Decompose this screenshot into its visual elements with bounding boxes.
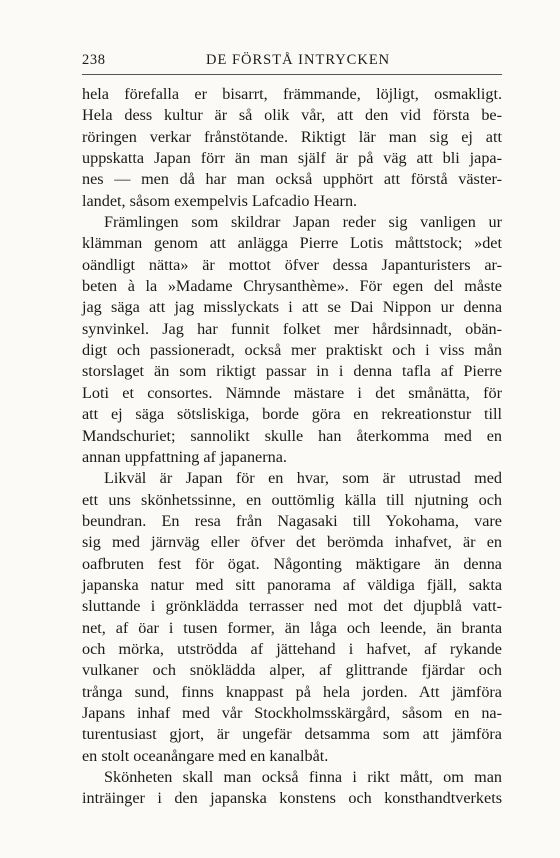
text-line: turentusiast gjort, är ungefär detsamma som att jämföra [82,725,502,744]
text-line: en stolt oceanångare med en kanalbåt. [82,746,329,765]
text-line: sluttande i grönklädda terrasser ned mot det djupblå vatt- [82,597,502,616]
text-line: Hela dess kultur är så olik vår, att den vid första be- [82,106,502,125]
page-header [82,52,502,75]
text-line: Skönheten skall man också finna i rikt mått, om man [104,768,502,786]
text-line: storslaget än som riktigt passar in i denna tafla af Pierre [82,362,502,381]
text-line: japanska natur med sitt panorama af väldiga fjäll, sakta [82,575,502,594]
page-number: 238 [82,52,106,68]
text-line: jag säga att jag misslyckats i att se Dai Nippon ur denna [82,298,502,317]
text-line: oändligt nätta» är mottot öfver dessa Japanturisters ar- [82,255,502,274]
text-line: beundran. En resa från Nagasaki till Yokohama, vare [82,511,502,530]
text-line: inträinger i den japanska konstens och konsthandtverkets [82,789,502,808]
text-line: ett uns skönhetssinne, en outtömlig källa till njutning och [82,490,502,509]
text-line: sig med järnväg eller öfver det berömda inhafvet, är en [82,533,502,552]
running-title: DE FÖRSTÅ INTRYCKEN [206,52,391,68]
text-line: och mörka, utströdda af jättehand i hafvet, af rykande [82,639,502,658]
body-text [82,84,502,810]
text-line: Mandschuriet; sannolikt skulle han återkomma med en [82,426,502,445]
text-line: Japans inhaf med vår Stockholmsskärgård, såsom en na- [82,703,502,722]
text-line: nes — men då har man också upphört att förstå väster- [82,170,502,189]
text-line: landet, såsom exempelvis Lafcadio Hearn. [82,191,358,210]
text-line: synvinkel. Jag har funnit folket mer hårdsinnadt, obän- [82,319,502,338]
text-line: digt och passioneradt, också mer praktiskt och i viss mån [82,341,502,360]
text-line: Loti et consortes. Nämnde mästare i det smånätta, för [82,383,502,402]
text-line: Likväl är Japan för en hvar, som är utrustad med [104,469,502,488]
text-line: röringen verkar frånstötande. Riktigt lär man sig ej att [82,127,502,146]
text-line: vulkaner och snöklädda alper, af glittrande fjärdar och [82,661,502,680]
text-line: oafbruten fest för ögat. Någonting mäktigare än denna [82,554,502,573]
text-line: beten à la »Madame Chrysanthème». För egen del måste [82,277,502,296]
text-line: uppskatta Japan förr än man själf är på väg att bli japa- [82,149,502,168]
text-line: att ej säga sötsliskiga, borde göra en rekreationstur till [82,405,502,424]
text-line: Främlingen som skildrar Japan reder sig vanligen ur [104,213,502,232]
text-line: trånga sund, finns knappast på hela jorden. Att jämföra [82,682,502,701]
text-line: klämman genom att anlägga Pierre Lotis måttstock; »det [82,234,502,253]
text-line: net, af öar i tusen former, än låga och leende, än branta [82,618,502,637]
text-line: hela förefalla er bisarrt, främmande, löjligt, osmakligt. [82,85,502,103]
text-line: annan uppfattning af japanerna. [82,447,287,466]
